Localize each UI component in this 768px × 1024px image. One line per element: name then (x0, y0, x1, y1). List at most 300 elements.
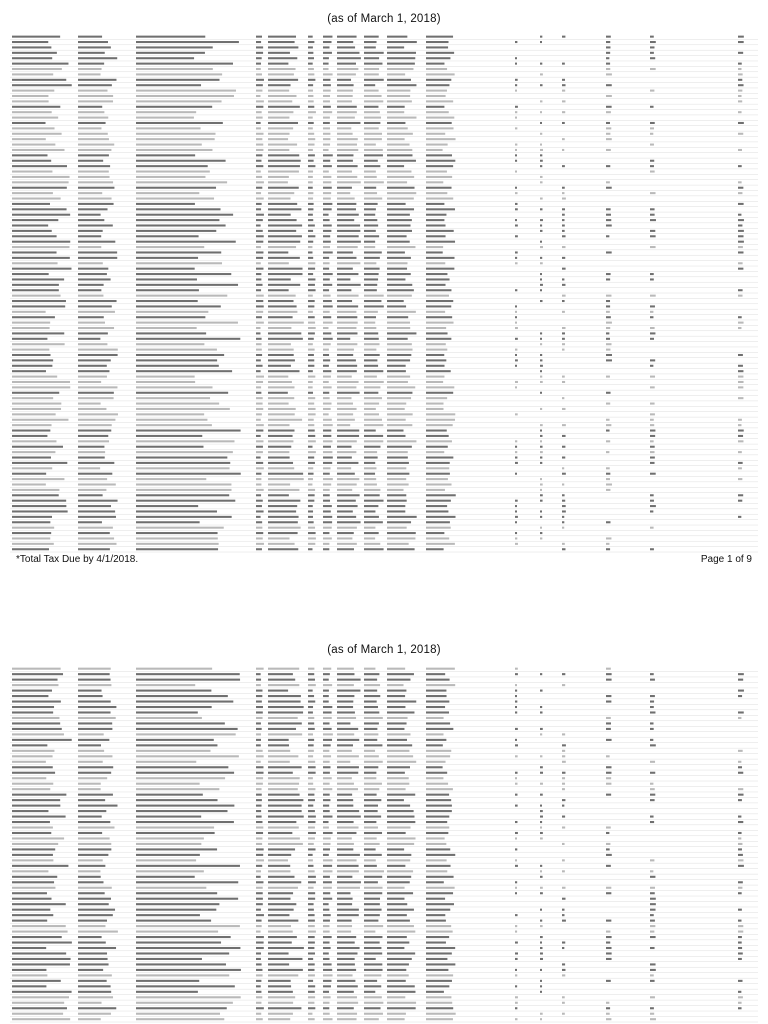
cell-text-mark (256, 187, 262, 189)
cell-text-mark (515, 203, 518, 205)
cell-text-mark (12, 521, 50, 523)
cell-text-mark (12, 532, 51, 534)
cell-text-mark (308, 876, 316, 878)
cell-text-mark (337, 673, 354, 675)
cell-text-mark (426, 483, 452, 485)
cell-text-mark (12, 440, 56, 442)
cell-text-mark (78, 799, 105, 801)
cell-text-mark (256, 316, 262, 318)
cell-text-mark (12, 386, 70, 388)
cell-text-mark (136, 117, 194, 119)
cell-text-mark (323, 1018, 333, 1020)
cell-text-mark (308, 766, 316, 768)
cell-text-mark (12, 171, 52, 173)
cell-text-mark (650, 36, 654, 38)
cell-text-mark (540, 456, 542, 458)
cell-text-mark (738, 794, 744, 796)
cell-text-mark (540, 63, 542, 65)
cell-text-mark (12, 467, 52, 469)
cell-text-mark (323, 920, 330, 922)
cell-text-mark (337, 843, 354, 845)
cell-text-mark (387, 521, 411, 523)
cell-text-mark (136, 744, 217, 746)
cell-text-mark (78, 106, 102, 108)
cell-text-mark (268, 711, 303, 713)
cell-text-mark (738, 980, 743, 982)
cell-text-mark (323, 192, 331, 194)
cell-text-mark (12, 349, 49, 351)
cell-text-mark (256, 887, 263, 889)
cell-text-mark (323, 359, 330, 361)
cell-text-mark (268, 144, 297, 146)
cell-text-mark (268, 728, 296, 730)
cell-text-mark (136, 963, 226, 965)
cell-text-mark (540, 832, 543, 834)
cell-text-mark (323, 777, 332, 779)
cell-text-mark (387, 859, 410, 861)
cell-text-mark (426, 370, 451, 372)
cell-text-mark (308, 424, 314, 426)
cell-text-mark (364, 127, 379, 129)
cell-text-mark (268, 527, 301, 529)
cell-text-mark (426, 300, 453, 302)
cell-text-mark (606, 300, 610, 302)
cell-text-mark (12, 127, 55, 129)
cell-text-mark (337, 359, 356, 361)
cell-text-mark (78, 516, 116, 518)
cell-text-mark (426, 224, 446, 226)
cell-text-mark (426, 832, 448, 834)
cell-text-mark (606, 843, 610, 845)
cell-text-mark (308, 386, 313, 388)
cell-text-mark (515, 440, 517, 442)
cell-text-mark (337, 408, 357, 410)
cell-text-mark (387, 532, 416, 534)
cell-text-mark (387, 300, 404, 302)
cell-text-mark (268, 165, 300, 167)
cell-text-mark (387, 73, 405, 75)
cell-text-mark (364, 510, 375, 512)
cell-text-mark (136, 548, 218, 550)
cell-text-mark (136, 408, 230, 410)
cell-text-mark (308, 316, 315, 318)
cell-text-mark (387, 936, 407, 938)
cell-text-mark (78, 192, 102, 194)
cell-text-mark (323, 246, 330, 248)
cell-text-mark (12, 903, 66, 905)
cell-text-mark (606, 68, 610, 70)
cell-text-mark (308, 392, 313, 394)
cell-text-mark (337, 821, 354, 823)
cell-text-mark (337, 832, 356, 834)
cell-text-mark (268, 52, 290, 54)
cell-text-mark (12, 154, 48, 156)
cell-text-mark (256, 36, 262, 38)
cell-text-mark (426, 925, 451, 927)
cell-text-mark (337, 57, 361, 59)
cell-text-mark (515, 996, 518, 998)
cell-text-mark (323, 516, 332, 518)
cell-text-mark (540, 165, 542, 167)
cell-text-mark (323, 257, 329, 259)
cell-text-mark (387, 755, 413, 757)
cell-text-mark (256, 219, 263, 221)
cell-text-mark (256, 230, 263, 232)
cell-text-mark (387, 909, 414, 911)
cell-text-mark (78, 262, 103, 264)
cell-text-mark (268, 63, 288, 65)
cell-text-mark (136, 36, 205, 38)
cell-text-mark (364, 224, 378, 226)
cell-text-mark (562, 673, 565, 675)
cell-text-mark (78, 149, 111, 151)
cell-text-mark (12, 1018, 70, 1020)
cell-text-mark (606, 36, 611, 38)
cell-text-mark (364, 991, 375, 993)
cell-text-mark (308, 969, 315, 971)
cell-text-mark (12, 821, 50, 823)
cell-text-mark (606, 111, 611, 113)
cell-text-mark (337, 117, 355, 119)
cell-text-mark (738, 952, 743, 954)
cell-text-mark (738, 52, 743, 54)
cell-text-mark (78, 473, 112, 475)
cell-text-mark (650, 494, 654, 496)
cell-text-mark (136, 865, 240, 867)
cell-text-mark (136, 974, 229, 976)
cell-text-mark (323, 230, 331, 232)
cell-text-mark (136, 1007, 227, 1009)
cell-text-mark (606, 467, 610, 469)
cell-text-mark (337, 920, 352, 922)
cell-text-mark (426, 41, 449, 43)
cell-text-mark (738, 376, 743, 378)
cell-text-mark (738, 63, 742, 65)
cell-text-mark (426, 717, 444, 719)
cell-text-mark (562, 138, 565, 140)
cell-text-mark (650, 876, 655, 878)
cell-text-mark (562, 79, 565, 81)
cell-text-mark (323, 1002, 329, 1004)
cell-text-mark (606, 46, 610, 48)
cell-text-mark (256, 985, 261, 987)
cell-text-mark (738, 224, 742, 226)
cell-text-mark (78, 289, 101, 291)
cell-text-mark (136, 925, 240, 927)
cell-text-mark (323, 251, 333, 253)
cell-text-mark (308, 224, 315, 226)
cell-text-mark (426, 467, 449, 469)
cell-text-mark (136, 821, 234, 823)
cell-text-mark (337, 739, 359, 741)
cell-text-mark (426, 865, 451, 867)
cell-text-mark (308, 909, 314, 911)
cell-text-mark (12, 230, 52, 232)
cell-text-mark (78, 947, 116, 949)
cell-text-mark (387, 446, 412, 448)
cell-text-mark (387, 788, 406, 790)
cell-text-mark (738, 799, 742, 801)
cell-text-mark (387, 963, 409, 965)
cell-text-mark (323, 489, 330, 491)
cell-text-mark (78, 36, 102, 38)
cell-text-mark (364, 208, 376, 210)
cell-text-mark (256, 79, 264, 81)
cell-text-mark (323, 235, 330, 237)
cell-text-mark (364, 435, 383, 437)
cell-text-mark (268, 187, 299, 189)
cell-text-mark (268, 772, 293, 774)
cell-text-mark (387, 144, 410, 146)
cell-text-mark (136, 695, 228, 697)
cell-text-mark (650, 376, 655, 378)
cell-text-mark (256, 300, 263, 302)
cell-text-mark (308, 777, 313, 779)
cell-text-mark (738, 122, 744, 124)
cell-text-mark (323, 68, 329, 70)
cell-text-mark (364, 332, 378, 334)
cell-text-mark (323, 57, 329, 59)
cell-text-mark (323, 90, 331, 92)
cell-text-mark (323, 711, 332, 713)
cell-text-mark (337, 381, 359, 383)
cell-text-mark (268, 494, 289, 496)
cell-text-mark (256, 90, 262, 92)
cell-text-mark (738, 440, 743, 442)
cell-text-mark (256, 701, 262, 703)
cell-text-mark (540, 41, 542, 43)
cell-text-mark (12, 138, 46, 140)
cell-text-mark (136, 73, 222, 75)
cell-text-mark (308, 931, 316, 933)
cell-text-mark (136, 440, 234, 442)
cell-text-mark (78, 510, 115, 512)
cell-text-mark (387, 958, 412, 960)
cell-text-mark (562, 898, 566, 900)
cell-text-mark (364, 84, 375, 86)
cell-text-mark (308, 684, 316, 686)
cell-text-mark (364, 111, 380, 113)
cell-text-mark (540, 516, 542, 518)
cell-text-mark (268, 343, 291, 345)
cell-text-mark (364, 832, 382, 834)
cell-text-mark (650, 500, 654, 502)
cell-text-mark (308, 197, 313, 199)
cell-text-mark (78, 794, 113, 796)
cell-text-mark (337, 106, 357, 108)
cell-text-mark (426, 701, 449, 703)
cell-text-mark (426, 1013, 456, 1015)
cell-text-mark (256, 327, 261, 329)
cell-text-mark (136, 826, 214, 828)
cell-text-mark (78, 63, 104, 65)
cell-text-mark (256, 810, 261, 812)
cell-text-mark (78, 68, 102, 70)
cell-text-mark (738, 451, 742, 453)
cell-text-mark (308, 733, 313, 735)
cell-text-mark (540, 241, 542, 243)
cell-text-mark (323, 500, 330, 502)
cell-text-mark (364, 914, 380, 916)
cell-text-mark (562, 197, 566, 199)
cell-text-mark (364, 268, 380, 270)
cell-text-mark (650, 969, 656, 971)
cell-text-mark (364, 755, 379, 757)
cell-text-mark (136, 241, 236, 243)
cell-text-mark (12, 892, 47, 894)
cell-text-mark (426, 446, 448, 448)
cell-text-mark (308, 794, 314, 796)
cell-text-mark (387, 969, 406, 971)
cell-text-mark (136, 887, 206, 889)
cell-text-mark (738, 766, 742, 768)
cell-text-mark (256, 969, 262, 971)
cell-text-mark (337, 289, 351, 291)
cell-text-mark (426, 295, 449, 297)
cell-text-mark (364, 805, 378, 807)
cell-text-mark (268, 408, 296, 410)
cell-text-mark (78, 920, 107, 922)
cell-text-mark (256, 706, 263, 708)
cell-text-mark (12, 843, 58, 845)
cell-text-mark (387, 241, 410, 243)
cell-text-mark (606, 187, 612, 189)
cell-text-mark (606, 95, 612, 97)
cell-text-mark (364, 36, 379, 38)
cell-text-mark (256, 494, 261, 496)
cell-text-mark (337, 295, 359, 297)
cell-text-mark (650, 903, 656, 905)
cell-text-mark (337, 532, 354, 534)
cell-text-mark (364, 68, 379, 70)
cell-text-mark (387, 717, 408, 719)
cell-text-mark (337, 892, 350, 894)
cell-text-mark (337, 208, 356, 210)
cell-text-mark (364, 413, 379, 415)
cell-text-mark (12, 848, 55, 850)
cell-text-mark (308, 95, 313, 97)
cell-text-mark (268, 305, 297, 307)
cell-text-mark (738, 73, 743, 75)
cell-text-mark (136, 300, 198, 302)
cell-text-mark (12, 744, 47, 746)
cell-text-mark (387, 701, 416, 703)
cell-text-mark (738, 958, 742, 960)
cell-text-mark (515, 505, 517, 507)
cell-text-mark (323, 117, 330, 119)
cell-text-mark (323, 865, 332, 867)
cell-text-mark (364, 349, 376, 351)
cell-text-mark (337, 728, 358, 730)
cell-text-mark (12, 111, 52, 113)
cell-text-mark (364, 300, 381, 302)
cell-text-mark (515, 208, 518, 210)
cell-text-mark (738, 149, 742, 151)
cell-text-mark (136, 338, 240, 340)
cell-text-mark (268, 349, 294, 351)
cell-text-mark (738, 936, 742, 938)
cell-text-mark (136, 467, 230, 469)
cell-text-mark (323, 701, 329, 703)
cell-text-mark (78, 365, 107, 367)
cell-text-mark (387, 925, 414, 927)
cell-text-mark (364, 706, 378, 708)
cell-text-mark (78, 343, 107, 345)
cell-text-mark (268, 278, 291, 280)
cell-text-mark (650, 316, 653, 318)
cell-text-mark (256, 892, 263, 894)
cell-text-mark (426, 843, 446, 845)
cell-text-mark (78, 711, 111, 713)
cell-text-mark (268, 761, 290, 763)
cell-text-mark (650, 788, 655, 790)
cell-text-mark (308, 154, 315, 156)
cell-text-mark (738, 859, 743, 861)
cell-text-mark (323, 381, 329, 383)
cell-text-mark (337, 343, 357, 345)
cell-text-mark (738, 435, 743, 437)
cell-text-mark (606, 777, 611, 779)
cell-text-mark (337, 456, 352, 458)
cell-text-mark (426, 744, 443, 746)
cell-text-mark (136, 381, 195, 383)
cell-text-mark (12, 100, 49, 102)
cell-text-mark (308, 370, 313, 372)
cell-text-mark (387, 419, 406, 421)
cell-text-mark (426, 203, 444, 205)
cell-text-mark (78, 936, 102, 938)
cell-text-mark (426, 914, 445, 916)
cell-text-mark (337, 963, 355, 965)
cell-text-mark (540, 810, 543, 812)
cell-text-mark (650, 980, 655, 982)
cell-text-mark (426, 52, 454, 54)
cell-text-mark (606, 548, 610, 550)
cell-text-mark (364, 717, 383, 719)
cell-text-mark (515, 127, 517, 129)
cell-text-mark (562, 483, 564, 485)
cell-text-mark (364, 679, 377, 681)
cell-text-mark (562, 761, 566, 763)
cell-text-mark (78, 165, 110, 167)
cell-text-mark (268, 947, 304, 949)
cell-text-mark (12, 381, 70, 383)
tax-table (10, 34, 758, 569)
cell-text-mark (136, 230, 216, 232)
cell-text-mark (387, 230, 412, 232)
cell-text-mark (12, 133, 62, 135)
cell-text-mark (337, 95, 353, 97)
cell-text-mark (256, 63, 261, 65)
cell-text-mark (515, 892, 517, 894)
cell-text-mark (308, 327, 316, 329)
cell-text-mark (12, 316, 55, 318)
cell-text-mark (426, 958, 447, 960)
cell-text-mark (337, 160, 353, 162)
cell-text-mark (364, 881, 378, 883)
cell-text-mark (256, 996, 262, 998)
cell-text-mark (78, 95, 113, 97)
cell-text-mark (78, 876, 101, 878)
cell-text-mark (337, 996, 357, 998)
cell-text-mark (364, 920, 378, 922)
cell-text-mark (364, 235, 379, 237)
cell-text-mark (256, 46, 263, 48)
cell-text-mark (337, 273, 358, 275)
cell-text-mark (364, 473, 375, 475)
cell-text-mark (650, 403, 655, 405)
cell-text-mark (308, 192, 313, 194)
